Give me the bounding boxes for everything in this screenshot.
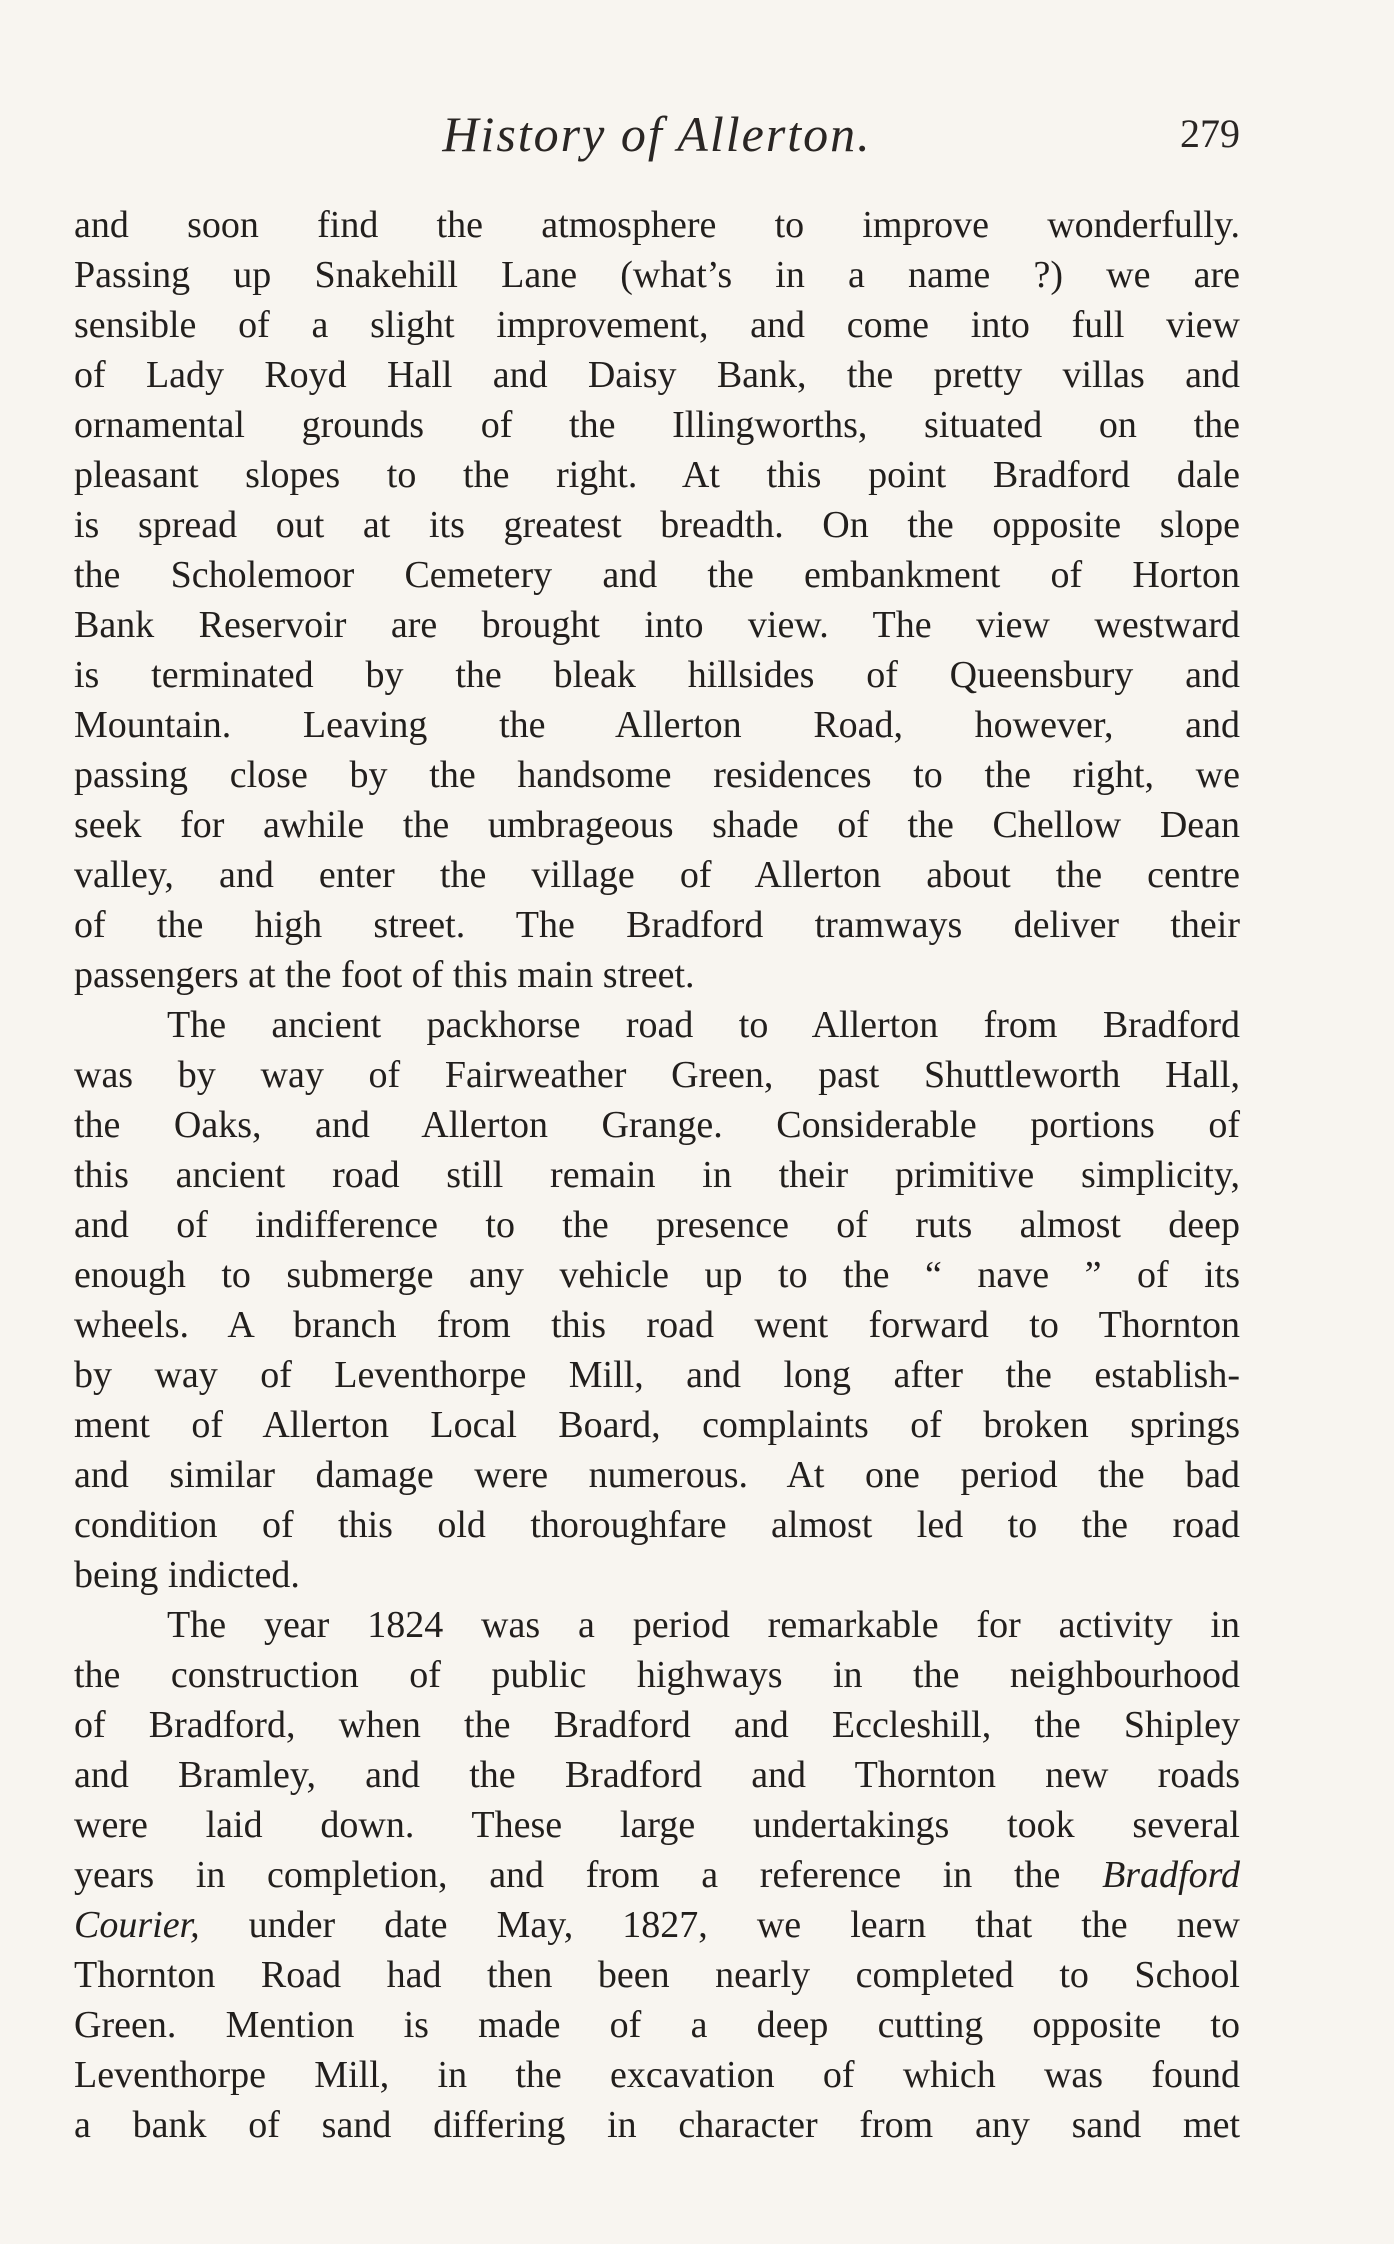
line-text: Leventhorpe Mill, in the excavation of which was found — [74, 2054, 1240, 2096]
text-line — [74, 2100, 1240, 2150]
line-text: ornamental grounds of the Illingworths, situated on the — [74, 404, 1240, 446]
line-text: and of indifference to the presence of ruts almost deep — [74, 1204, 1240, 1246]
line-text: Thornton Road had then been nearly completed to School — [74, 1954, 1240, 1996]
text-line — [74, 1000, 1240, 1050]
text-line — [74, 1500, 1240, 1550]
italic-text: Bradford — [1102, 1854, 1240, 1896]
line-text: sensible of a slight improvement, and come into full view — [74, 304, 1240, 346]
text-line — [74, 1450, 1240, 1500]
text-line — [74, 1650, 1240, 1700]
line-text: and soon find the atmosphere to improve wonderfully. — [74, 204, 1240, 246]
line-text: passing close by the handsome residences to the right, we — [74, 754, 1240, 796]
line-text: is spread out at its greatest breadth. On the opposite slope — [74, 504, 1240, 546]
text-line — [74, 1200, 1240, 1250]
text-line — [74, 1400, 1240, 1450]
text-line — [74, 1050, 1240, 1100]
text-line — [74, 1350, 1240, 1400]
line-text: the Oaks, and Allerton Grange. Considerable portions of — [74, 1104, 1240, 1146]
line-text: is terminated by the bleak hillsides of Queensbury and — [74, 654, 1240, 696]
text-line — [74, 1250, 1240, 1300]
text-line — [74, 850, 1240, 900]
line-text: of the high street. The Bradford tramways deliver their — [74, 904, 1240, 946]
line-text: Mountain. Leaving the Allerton Road, however, and — [74, 704, 1240, 746]
line-text: under date May, 1827, we learn that the new — [199, 1904, 1240, 1946]
line-text: wheels. A branch from this road went forward to Thornton — [74, 1304, 1240, 1346]
text-line — [74, 600, 1240, 650]
line-text: Passing up Snakehill Lane (what’s in a name ?) we are — [74, 254, 1240, 296]
line-text: ment of Allerton Local Board, complaints of broken springs — [74, 1404, 1240, 1446]
text-line — [74, 250, 1240, 300]
line-text: of Bradford, when the Bradford and Eccleshill, the Shipley — [74, 1704, 1240, 1746]
line-text: Bank Reservoir are brought into view. The view westward — [74, 604, 1240, 646]
text-line — [74, 1850, 1240, 1900]
line-text: The year 1824 was a period remarkable for activity in — [167, 1604, 1240, 1646]
text-line — [74, 1550, 1240, 1600]
line-text: a bank of sand differing in character from any sand met — [74, 2104, 1240, 2146]
text-line — [74, 650, 1240, 700]
line-text: by way of Leventhorpe Mill, and long after the establish- — [74, 1354, 1240, 1396]
text-line — [74, 550, 1240, 600]
line-text: The ancient packhorse road to Allerton from Bradford — [167, 1004, 1240, 1046]
text-line — [74, 1700, 1240, 1750]
line-text: was by way of Fairweather Green, past Shuttleworth Hall, — [74, 1054, 1240, 1096]
line-text: pleasant slopes to the right. At this point Bradford dale — [74, 454, 1240, 496]
text-line — [74, 500, 1240, 550]
line-text: this ancient road still remain in their primitive simplicity, — [74, 1154, 1240, 1196]
text-line — [74, 1600, 1240, 1650]
line-text: of Lady Royd Hall and Daisy Bank, the pretty villas and — [74, 354, 1240, 396]
text-line — [74, 1100, 1240, 1150]
line-text: the Scholemoor Cemetery and the embankment of Horton — [74, 554, 1240, 596]
page-header — [74, 104, 1240, 164]
line-text: and similar damage were numerous. At one period the bad — [74, 1454, 1240, 1496]
line-text: seek for awhile the umbrageous shade of the Chellow Dean — [74, 804, 1240, 846]
line-text: being indicted. — [74, 1554, 300, 1596]
line-text: Green. Mention is made of a deep cutting opposite to — [74, 2004, 1240, 2046]
text-line — [74, 2000, 1240, 2050]
text-line — [74, 1750, 1240, 1800]
line-text: years in completion, and from a reference in the — [74, 1854, 1061, 1896]
italic-text: Courier, — [74, 1904, 200, 1946]
line-text: valley, and enter the village of Allerton about the centre — [74, 854, 1240, 896]
line-text: the construction of public highways in the neighbourhood — [74, 1654, 1240, 1696]
body-text — [74, 200, 1240, 2150]
text-line — [74, 1150, 1240, 1200]
text-line — [74, 1300, 1240, 1350]
text-line — [74, 200, 1240, 250]
text-line — [74, 1800, 1240, 1850]
text-line — [74, 2050, 1240, 2100]
text-line — [74, 450, 1240, 500]
line-text: were laid down. These large undertakings took several — [74, 1804, 1240, 1846]
text-line — [74, 1950, 1240, 2000]
line-text: and Bramley, and the Bradford and Thornton new roads — [74, 1754, 1240, 1796]
text-line — [74, 800, 1240, 850]
text-line — [74, 300, 1240, 350]
text-line — [74, 1900, 1240, 1950]
line-text: enough to submerge any vehicle up to the “ nave ” of its — [74, 1254, 1240, 1296]
line-text: condition of this old thoroughfare almost led to the road — [74, 1504, 1240, 1546]
text-line — [74, 750, 1240, 800]
text-line — [74, 900, 1240, 950]
text-line — [74, 950, 1240, 1000]
page-number: 279 — [1180, 111, 1240, 156]
text-line — [74, 400, 1240, 450]
running-title: History of Allerton. — [442, 106, 872, 162]
text-line — [74, 700, 1240, 750]
text-line — [74, 350, 1240, 400]
line-text: passengers at the foot of this main street. — [74, 954, 695, 996]
